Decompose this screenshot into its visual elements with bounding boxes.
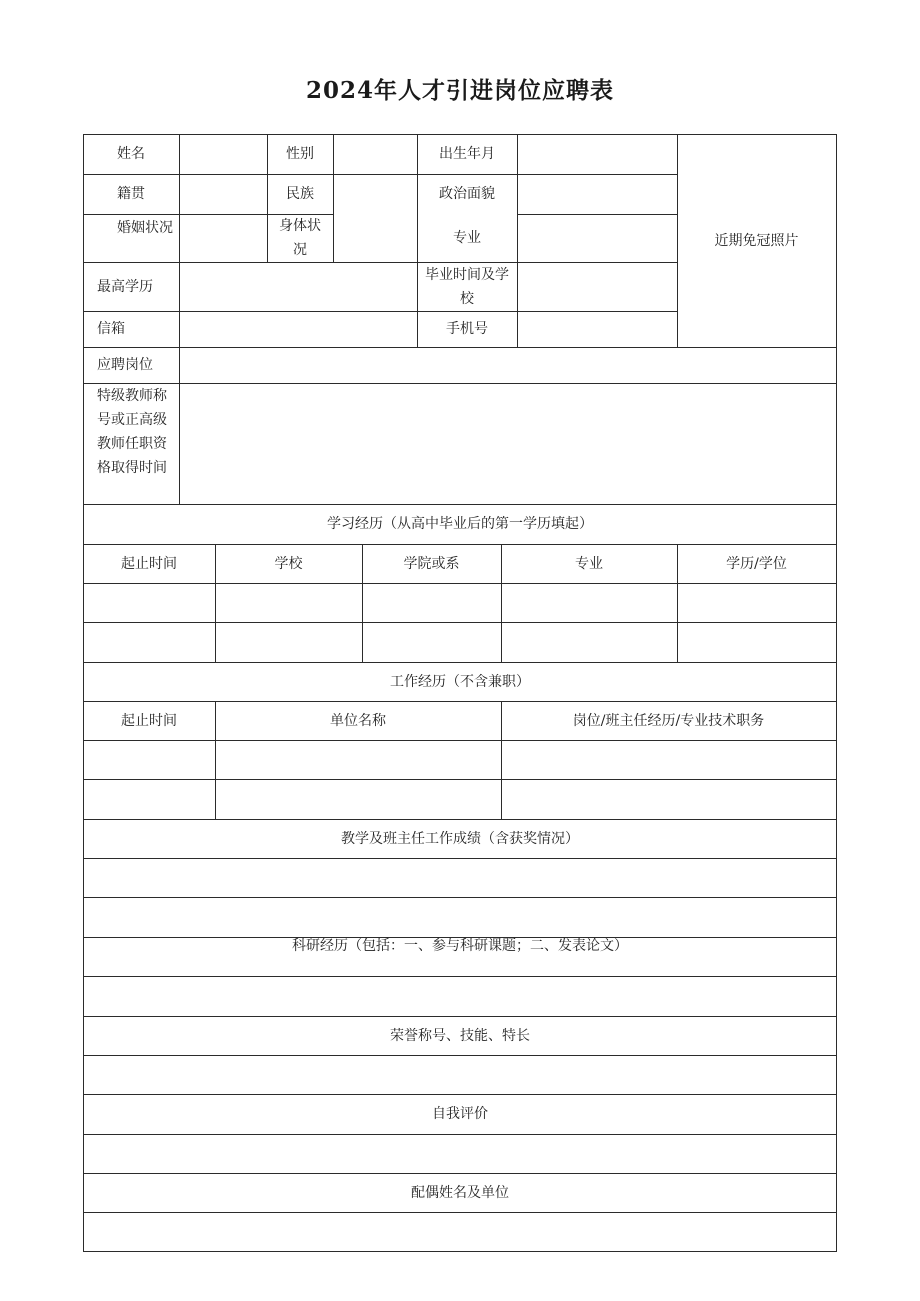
form-title: 2024年人才引进岗位应聘表	[305, 77, 614, 104]
marital-status-field[interactable]	[180, 215, 267, 262]
health-field[interactable]	[334, 215, 417, 262]
label-name: 姓名	[117, 146, 145, 162]
label-graduation: 毕业时间及学校	[425, 266, 509, 307]
name-field[interactable]	[180, 135, 267, 174]
teaching-heading: 教学及班主任工作成绩（含获奖情况）	[341, 830, 579, 847]
political-status-field[interactable]	[518, 175, 677, 214]
education-heading: 学习经历（从高中毕业后的第一学历填起）	[327, 516, 593, 532]
research-heading: 科研经历（包括：一、参与科研课题；二、发表论文）	[292, 938, 628, 954]
edu-col-degree: 学历/学位	[726, 555, 787, 572]
ethnicity-field[interactable]	[334, 175, 417, 214]
label-gender: 性别	[286, 146, 314, 162]
label-major: 专业	[453, 230, 481, 246]
honors-field[interactable]	[84, 1056, 836, 1094]
edu-col-major: 专业	[575, 555, 603, 572]
education-row[interactable]	[84, 584, 836, 622]
label-political-status: 政治面貌	[439, 186, 495, 202]
work-col-employer: 单位名称	[330, 712, 386, 729]
photo-box[interactable]: 近期免冠照片	[714, 232, 799, 249]
label-birth: 出生年月	[439, 146, 495, 162]
native-place-field[interactable]	[180, 175, 267, 214]
work-col-position: 岗位/班主任经历/专业技术职务	[572, 712, 765, 729]
label-position: 应聘岗位	[97, 357, 153, 373]
graduation-field[interactable]	[518, 263, 677, 311]
self-evaluation-heading: 自我评价	[432, 1106, 488, 1122]
application-form-table	[83, 134, 837, 1252]
birth-field[interactable]	[518, 135, 677, 174]
label-native-place: 籍贯	[117, 186, 145, 202]
special-title-field[interactable]	[180, 384, 836, 504]
label-marital-status: 婚姻状况	[117, 220, 173, 236]
edu-col-period: 起止时间	[121, 555, 177, 572]
label-email: 信箱	[97, 321, 125, 337]
work-heading: 工作经历（不含兼职）	[390, 673, 530, 690]
edu-col-school: 学校	[274, 555, 303, 572]
label-highest-degree: 最高学历	[97, 278, 153, 295]
spouse-field[interactable]	[84, 1213, 836, 1251]
self-evaluation-field[interactable]	[84, 1135, 836, 1173]
honors-heading: 荣誉称号、技能、特长	[390, 1027, 530, 1044]
research-field[interactable]	[84, 977, 836, 1016]
teaching-field[interactable]	[84, 859, 836, 897]
position-field[interactable]	[180, 348, 836, 383]
major-field[interactable]	[518, 215, 677, 262]
email-field[interactable]	[180, 312, 417, 347]
work-row[interactable]	[84, 741, 836, 779]
work-row[interactable]	[84, 780, 836, 819]
highest-degree-field[interactable]	[180, 263, 417, 311]
education-row[interactable]	[84, 623, 836, 662]
gender-field[interactable]	[334, 135, 417, 174]
edu-col-department: 学院或系	[403, 555, 460, 572]
phone-field[interactable]	[518, 312, 677, 347]
label-phone: 手机号	[446, 321, 488, 337]
work-col-period: 起止时间	[121, 712, 177, 729]
label-ethnicity: 民族	[286, 186, 314, 202]
label-health: 身体状况	[279, 218, 321, 258]
spouse-heading: 配偶姓名及单位	[411, 1184, 509, 1201]
label-special-title: 特级教师称号或正高级教师任职资格取得时间	[97, 388, 167, 476]
